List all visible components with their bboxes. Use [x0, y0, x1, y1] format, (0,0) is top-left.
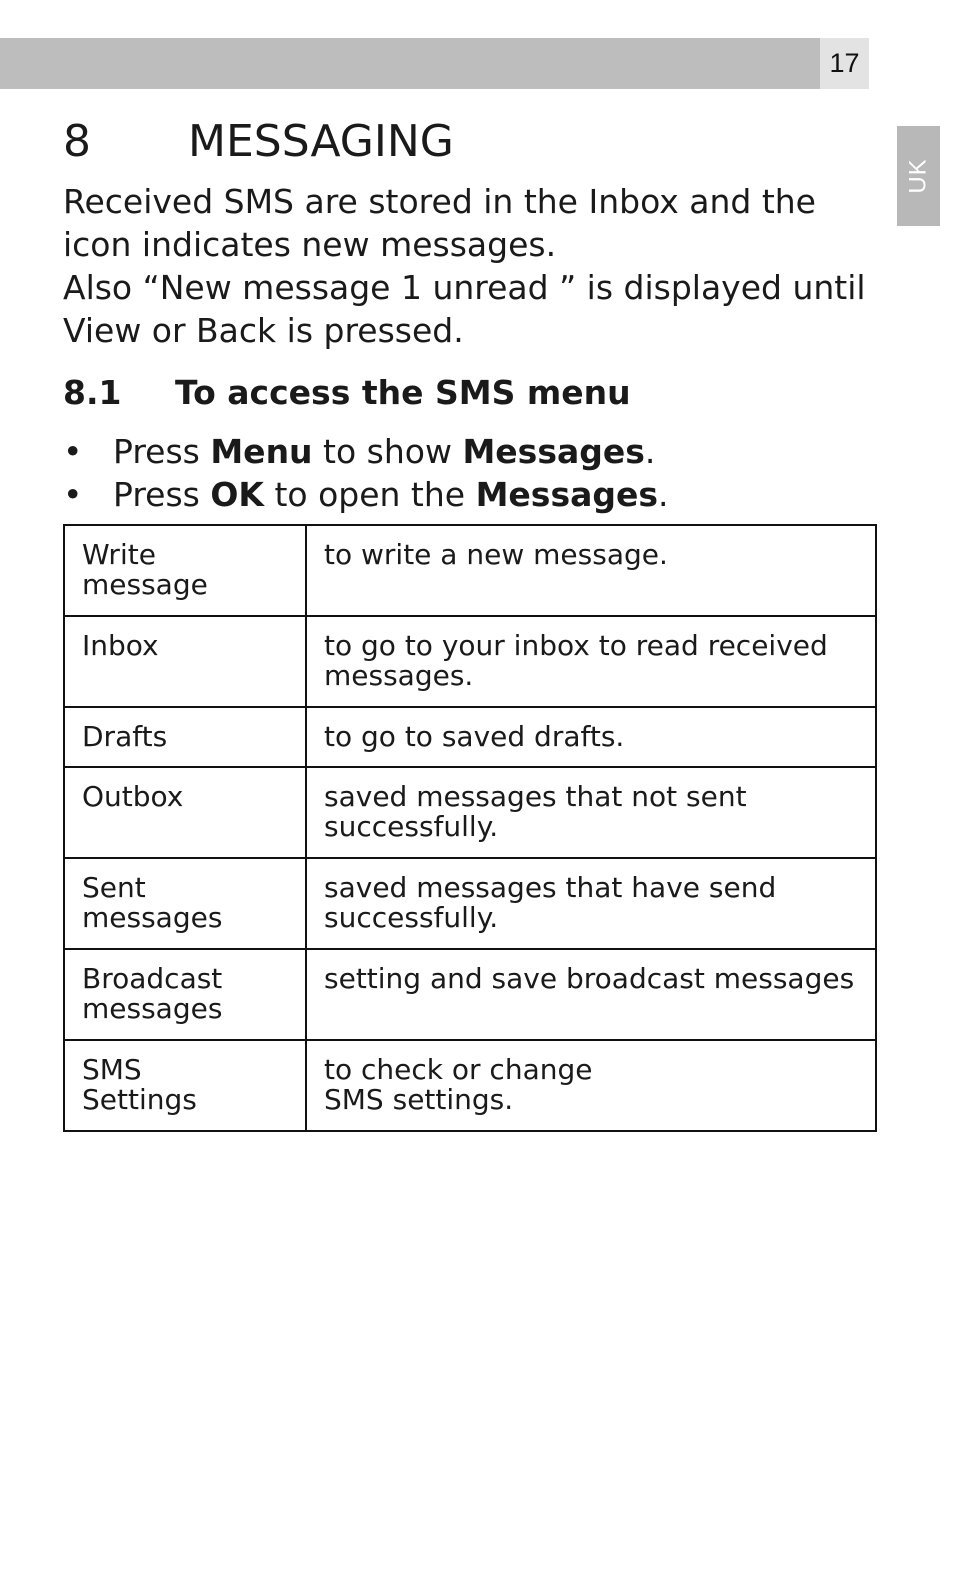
language-tab	[897, 126, 940, 226]
menu-item-name	[64, 616, 306, 707]
section-title: To access the SMS menu	[175, 373, 631, 412]
section-heading	[63, 373, 631, 412]
menu-item-description	[306, 767, 876, 858]
menu-item-description	[306, 525, 876, 616]
menu-item-name	[64, 767, 306, 858]
intro-text	[63, 180, 883, 352]
section-number: 8.1	[63, 373, 122, 412]
menu-item-label: Drafts	[82, 720, 168, 753]
menu-item-description-text: saved messages that have send successfully.	[324, 871, 777, 934]
step-target: Messages	[462, 432, 645, 471]
intro-paragraph-1: Received SMS are stored in the Inbox and the icon indicates new messages.	[63, 182, 816, 264]
menu-item-description-text: saved messages that not sent successfully.	[324, 780, 747, 843]
chapter-number: 8	[63, 116, 91, 167]
intro-paragraph-2: Also “New message 1 unread ” is displayed until View or Back is pressed.	[63, 268, 866, 350]
menu-item-name	[64, 858, 306, 949]
table-row	[64, 949, 876, 1040]
header-bar	[0, 38, 820, 89]
table-row	[64, 707, 876, 767]
step-key: Menu	[210, 432, 313, 471]
table-row	[64, 616, 876, 707]
menu-item-name	[64, 707, 306, 767]
menu-item-description-text: to check or change SMS settings.	[324, 1053, 593, 1116]
menu-item-description-text: to go to saved drafts.	[324, 720, 625, 753]
menu-item-description-text: to write a new message.	[324, 538, 668, 571]
menu-item-description-text: setting and save broadcast messages	[324, 962, 855, 995]
menu-item-label: Broadcast messages	[82, 962, 223, 1025]
step-key: OK	[210, 475, 264, 514]
page-number: 17	[820, 38, 869, 89]
chapter-title: MESSAGING	[188, 116, 454, 167]
table-row	[64, 767, 876, 858]
step-text: Press	[113, 432, 211, 471]
table-row	[64, 858, 876, 949]
menu-item-description-text: to go to your inbox to read received messages.	[324, 629, 828, 692]
step-item	[63, 430, 669, 473]
menu-item-name	[64, 1040, 306, 1131]
menu-item-description	[306, 616, 876, 707]
bullet-icon: •	[63, 432, 83, 471]
step-text: to open the	[263, 475, 476, 514]
menu-item-label: Inbox	[82, 629, 159, 662]
messages-menu-table	[63, 524, 877, 1132]
menu-item-label: SMS Settings	[82, 1053, 197, 1116]
table-row	[64, 525, 876, 616]
step-text: .	[644, 432, 656, 471]
steps-list	[63, 430, 669, 516]
table-row	[64, 1040, 876, 1131]
menu-item-name	[64, 525, 306, 616]
menu-item-description	[306, 1040, 876, 1131]
step-target: Messages	[475, 475, 658, 514]
step-item	[63, 473, 669, 516]
chapter-heading	[63, 116, 454, 167]
menu-item-label: Sent messages	[82, 871, 223, 934]
menu-item-description	[306, 858, 876, 949]
menu-item-description	[306, 707, 876, 767]
menu-item-label: Write message	[82, 538, 208, 601]
bullet-icon: •	[63, 475, 83, 514]
step-text: to show	[312, 432, 463, 471]
menu-item-description	[306, 949, 876, 1040]
step-text: Press	[113, 475, 211, 514]
menu-item-name	[64, 949, 306, 1040]
menu-item-label: Outbox	[82, 780, 184, 813]
language-tab-label: UK	[904, 158, 932, 194]
step-text: .	[658, 475, 669, 514]
